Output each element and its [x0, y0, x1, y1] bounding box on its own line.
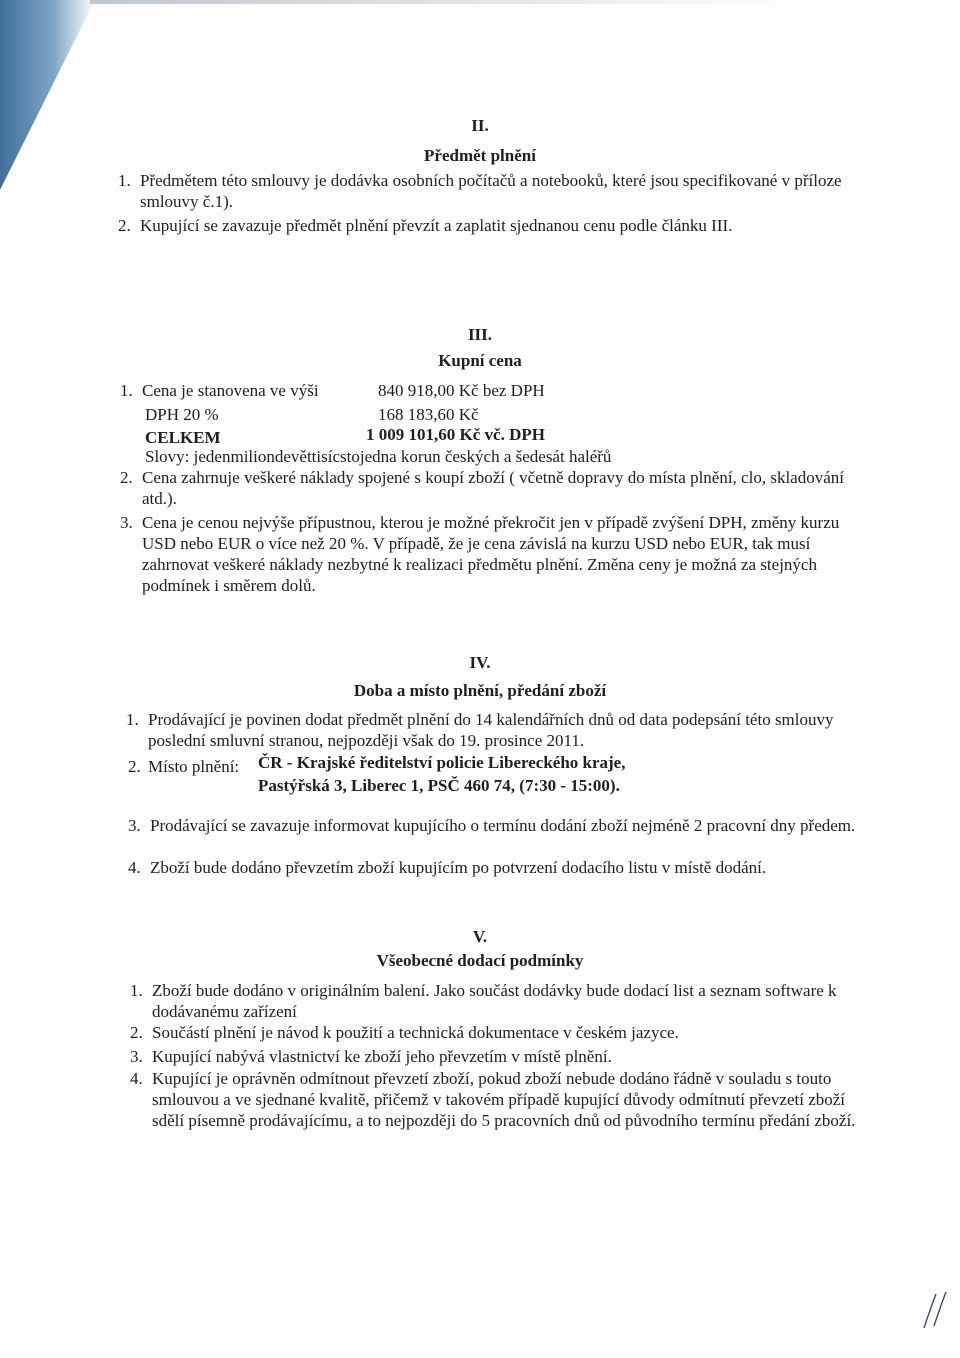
section-3-number: III. — [467, 325, 493, 344]
item-text: Cena je cenou nejvýše přípustnou, kterou je možné překročit jen v případě zvýšení DPH, změny kurzu USD nebo EUR o více než 20 %. V případě, že je cena závislá na kurzu USD nebo EUR, tak musí zahrnovat veškeré náklady nezbytné k realizaci předmětu plnění. Změna ceny je možná za stejných podmínek i směrem dolů. — [142, 513, 840, 595]
total-label: CELKEM — [145, 428, 221, 447]
item-number: 3. — [128, 816, 141, 835]
section-2-item-1 — [118, 170, 858, 212]
section-5-item-2 — [130, 1022, 870, 1043]
price-label: Cena je stanovena ve výši — [142, 381, 319, 400]
section-5-item-3 — [130, 1046, 870, 1067]
total-value: 1 009 101,60 Kč vč. DPH — [366, 425, 545, 444]
item-text: Cena zahrnuje veškeré náklady spojené s koupí zboží ( včetně dopravy do místa plnění, clo, skladování atd.). — [142, 468, 844, 508]
item-text: Prodávající je povinen dodat předmět plnění do 14 kalendářních dnů od data podepsání této smlouvy poslední smluvní stranou, nejpozději však do 19. prosince 2011. — [148, 710, 834, 750]
price-in-words: Slovy: jedenmiliondevěttisícstojedna korun českých a šedesát haléřů — [145, 447, 612, 466]
place-item-number: 2. — [128, 757, 141, 776]
section-4-item-4 — [128, 857, 868, 878]
item-number: 4. — [128, 858, 141, 877]
item-number: 2. — [130, 1023, 143, 1042]
section-4-title: Doba a místo plnění, předání zboží — [353, 681, 607, 700]
vat-label: DPH 20 % — [145, 405, 219, 424]
section-4-item-3 — [128, 815, 868, 836]
item-number: 1. — [118, 171, 131, 190]
item-number: 3. — [120, 513, 133, 532]
vat-value: 168 183,60 Kč — [378, 405, 479, 424]
item-text: Zboží bude dodáno v originálním balení. Jako součást dodávky bude dodací list a seznam software k dodávanému zařízení — [152, 981, 837, 1021]
section-5-number: V. — [472, 927, 488, 946]
item-text: Kupující nabývá vlastnictví ke zboží jeho převzetím v místě plnění. — [152, 1047, 612, 1066]
item-text: Kupující je oprávněn odmítnout převzetí zboží, pokud zboží nebude dodáno řádně v souladu s touto smlouvou a ve sjednané kvalitě, přičemž v takovém případě kupující důvody odmítnutí převzetí zboží sdělí písemně prodávajícímu, a to nejpozději do 5 pracovních dnů od původního termínu předání zboží. — [152, 1069, 856, 1130]
section-5-item-4 — [130, 1068, 870, 1131]
section-3-item-2 — [120, 467, 860, 509]
section-4-item-1 — [126, 709, 866, 751]
place-address-line-2: Pastýřská 3, Liberec 1, PSČ 460 74, (7:30 - 15:00). — [258, 776, 620, 795]
item-number: 1. — [126, 710, 139, 729]
section-2-item-2 — [118, 215, 858, 236]
section-5-title: Všeobecné dodací podmínky — [376, 951, 584, 970]
item-text: Součástí plnění je návod k použití a technická dokumentace v českém jazyce. — [152, 1023, 679, 1042]
place-address-line-1: ČR - Krajské ředitelství policie Libereckého kraje, — [258, 753, 626, 772]
item-text: Kupující se zavazuje předmět plnění převzít a zaplatit sjednanou cenu podle článku III. — [140, 216, 733, 235]
item-number: 1. — [130, 981, 143, 1000]
scan-edge-top — [90, 0, 790, 4]
price-item-number: 1. — [120, 381, 133, 400]
item-text: Předmětem této smlouvy je dodávka osobních počítačů a notebooků, které jsou specifikované v příloze smlouvy č.1). — [140, 171, 842, 211]
price-value: 840 918,00 Kč bez DPH — [378, 381, 545, 400]
section-2-number: II. — [471, 116, 489, 135]
item-number: 3. — [130, 1047, 143, 1066]
item-text: Prodávající se zavazuje informovat kupujícího o termínu dodání zboží nejméně 2 pracovní dny předem. — [150, 816, 856, 835]
section-2-title: Předmět plnění — [424, 146, 536, 165]
section-3-item-3 — [120, 512, 860, 596]
item-number: 4. — [130, 1069, 143, 1088]
place-label: Místo plnění: — [148, 757, 240, 776]
item-number: 2. — [120, 468, 133, 487]
section-3-title: Kupní cena — [438, 351, 522, 370]
handwritten-mark — [922, 1290, 952, 1330]
section-4-number: IV. — [469, 653, 491, 672]
item-number: 2. — [118, 216, 131, 235]
item-text: Zboží bude dodáno převzetím zboží kupujícím po potvrzení dodacího listu v místě dodání. — [150, 858, 767, 877]
section-5-item-1 — [130, 980, 870, 1022]
